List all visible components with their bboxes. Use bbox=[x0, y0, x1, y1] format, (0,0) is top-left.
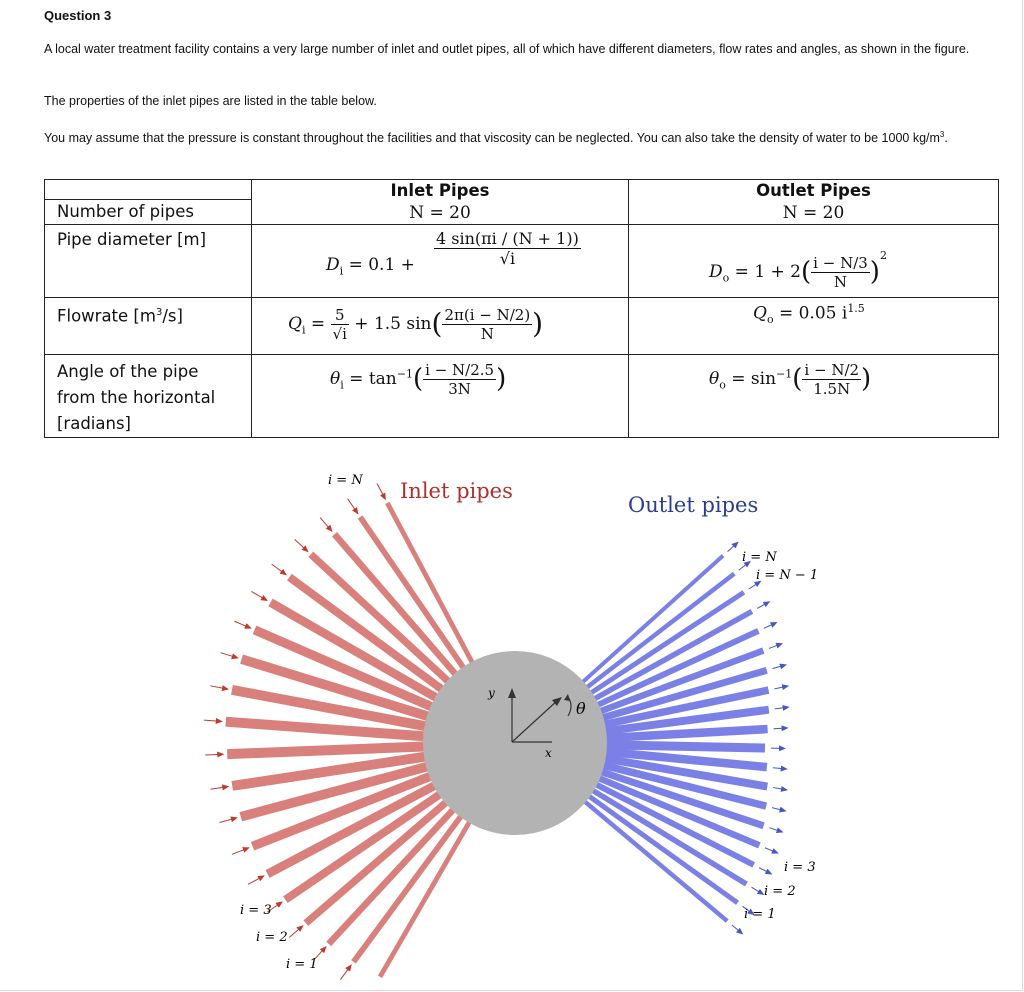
outlet-flow-arrow bbox=[769, 828, 782, 832]
pipes-figure bbox=[0, 440, 1024, 980]
outlet-pipes-title: Outlet pipes bbox=[628, 493, 759, 517]
inlet-flow-arrow bbox=[234, 621, 251, 628]
inlet-flow-arrow bbox=[210, 787, 228, 790]
inlet-diameter-cell bbox=[252, 225, 629, 298]
question-title: Question 3 bbox=[44, 8, 112, 23]
diameter-label-cell bbox=[45, 202, 252, 298]
inlet-flow-arrow bbox=[221, 653, 238, 658]
outlet-flow-arrow bbox=[764, 622, 777, 628]
inlet-flow-arrow bbox=[289, 926, 303, 938]
inlet-flow-arrow bbox=[295, 539, 308, 551]
inlet-pipe-count: N = 20 bbox=[409, 203, 471, 223]
x-axis-label: x bbox=[545, 746, 552, 760]
outlet-flow-arrow bbox=[769, 644, 782, 649]
angle-label-cell bbox=[45, 355, 252, 438]
y-axis-label: y bbox=[488, 686, 495, 700]
outlet-label-2: i = 2 bbox=[764, 884, 796, 899]
flowrate-row bbox=[45, 298, 999, 355]
outlet-flow-arrow bbox=[757, 602, 769, 609]
outlet-label-1: i = 1 bbox=[744, 907, 776, 922]
inlet-pipe bbox=[227, 746, 425, 754]
outlet-angle-cell bbox=[629, 355, 999, 438]
inlet-angle-cell bbox=[252, 355, 629, 438]
inlet-flow-arrow bbox=[210, 686, 228, 689]
outlet-header-cell bbox=[629, 180, 999, 225]
diameter-row bbox=[45, 225, 999, 298]
outlet-flowrate-formula: $Q_o = 0.05$ $i^{1.5}$ bbox=[753, 302, 865, 327]
outlet-angle-formula: $\theta_o = \sin^{-1}$( $\frac{i - N/2}{1.5N}$ ) bbox=[709, 361, 872, 398]
outlet-flow-arrow bbox=[752, 887, 764, 894]
flowrate-label: Flowrate $[m^3/s]$ bbox=[57, 306, 183, 326]
inlet-flow-arrow bbox=[340, 965, 351, 979]
assumption-superscript: 3 bbox=[939, 130, 945, 139]
inlet-flowrate-formula: $Q_i$ = $\frac{5}{√i}$ + 1.5 sin( $\frac{2\pi(i - N/2)}{N}$ ) bbox=[288, 306, 544, 343]
inlet-flow-arrow bbox=[348, 499, 358, 514]
inlet-flowrate-cell bbox=[252, 298, 629, 355]
assumption-end: . bbox=[944, 131, 948, 146]
pipe-properties-table bbox=[44, 179, 999, 438]
outlet-flow-arrow bbox=[772, 808, 786, 811]
theta-label: θ bbox=[576, 699, 586, 718]
angle-label: Angle of the pipe from the horizontal [radians] bbox=[57, 362, 216, 433]
inlet-label-2: i = 2 bbox=[256, 930, 288, 945]
flowrate-label-cell bbox=[45, 298, 252, 355]
inlet-flow-arrow bbox=[377, 483, 385, 499]
inlet-diameter-formula: $D_i = 0.1$ + bbox=[326, 255, 415, 278]
inlet-label-3: i = 3 bbox=[240, 903, 272, 918]
outlet-flow-arrow bbox=[774, 728, 788, 729]
outlet-flow-arrow bbox=[759, 868, 771, 874]
inlet-flow-arrow bbox=[205, 754, 223, 755]
outlet-flow-arrow bbox=[773, 768, 787, 769]
inlet-flow-arrow bbox=[219, 818, 236, 823]
assumption-text: You may assume that the pressure is constant throughout the facilities and that viscosity can be neglected. You can also take the density of water to be 1000 kg/m bbox=[44, 131, 940, 146]
inlet-flow-arrow bbox=[251, 591, 267, 600]
outlet-label-n: i = N bbox=[742, 550, 777, 565]
outlet-flow-arrow bbox=[765, 848, 778, 853]
outlet-flow-arrow bbox=[728, 542, 738, 551]
outlet-label-3: i = 3 bbox=[784, 860, 816, 875]
inlet-header: Inlet Pipes bbox=[390, 181, 490, 200]
outlet-pipe-count: N = 20 bbox=[782, 203, 845, 223]
outlet-flow-arrow bbox=[732, 925, 743, 934]
assumption-paragraph bbox=[44, 126, 1004, 147]
pipe-diameter-label: Pipe diameter [m] bbox=[57, 230, 207, 249]
outlet-flow-arrow bbox=[773, 788, 787, 790]
outlet-header: Outlet Pipes bbox=[756, 181, 871, 200]
intro-paragraph: A local water treatment facility contains a very large number of inlet and outlet pipes, all of which have different diameters, flow rates and angles, as shown in the figure. bbox=[44, 42, 970, 56]
inlet-flow-arrow bbox=[204, 720, 222, 721]
outlet-pipes-group bbox=[580, 542, 788, 934]
inlet-diameter-fraction: 4 sin(πi / (N + 1)) √i bbox=[436, 229, 579, 268]
central-hub bbox=[423, 651, 607, 835]
outlet-label-n-minus-1: i = N − 1 bbox=[756, 568, 819, 583]
inlet-label-n: i = N bbox=[328, 473, 363, 488]
inlet-flow-arrow bbox=[232, 848, 249, 855]
outlet-flow-arrow bbox=[775, 707, 789, 709]
outlet-flow-arrow bbox=[772, 665, 785, 669]
outlet-diameter-cell bbox=[629, 225, 999, 298]
inlet-flow-arrow bbox=[248, 876, 264, 884]
inlet-pipes-title: Inlet pipes bbox=[400, 479, 513, 503]
inlet-flow-arrow bbox=[272, 564, 287, 575]
outlet-diameter-formula: $D_o = 1 + 2$( $\frac{i - N/3}{N}$ )$^2$ bbox=[709, 249, 887, 291]
table-intro-paragraph: The properties of the inlet pipes are listed in the table below. bbox=[44, 94, 377, 108]
outlet-flow-arrow bbox=[774, 686, 788, 689]
inlet-header-cell bbox=[252, 180, 629, 225]
inlet-angle-formula: $\theta_i = \tan^{-1}$( $\frac{i - N/2.5}{3N}$ ) bbox=[330, 361, 507, 398]
inlet-flow-arrow bbox=[320, 518, 332, 532]
number-of-pipes-label: Number of pipes bbox=[57, 202, 194, 221]
angle-row bbox=[45, 355, 999, 438]
outlet-flowrate-cell bbox=[629, 298, 999, 355]
inlet-label-1: i = 1 bbox=[286, 957, 318, 972]
outlet-pipe bbox=[603, 745, 765, 748]
